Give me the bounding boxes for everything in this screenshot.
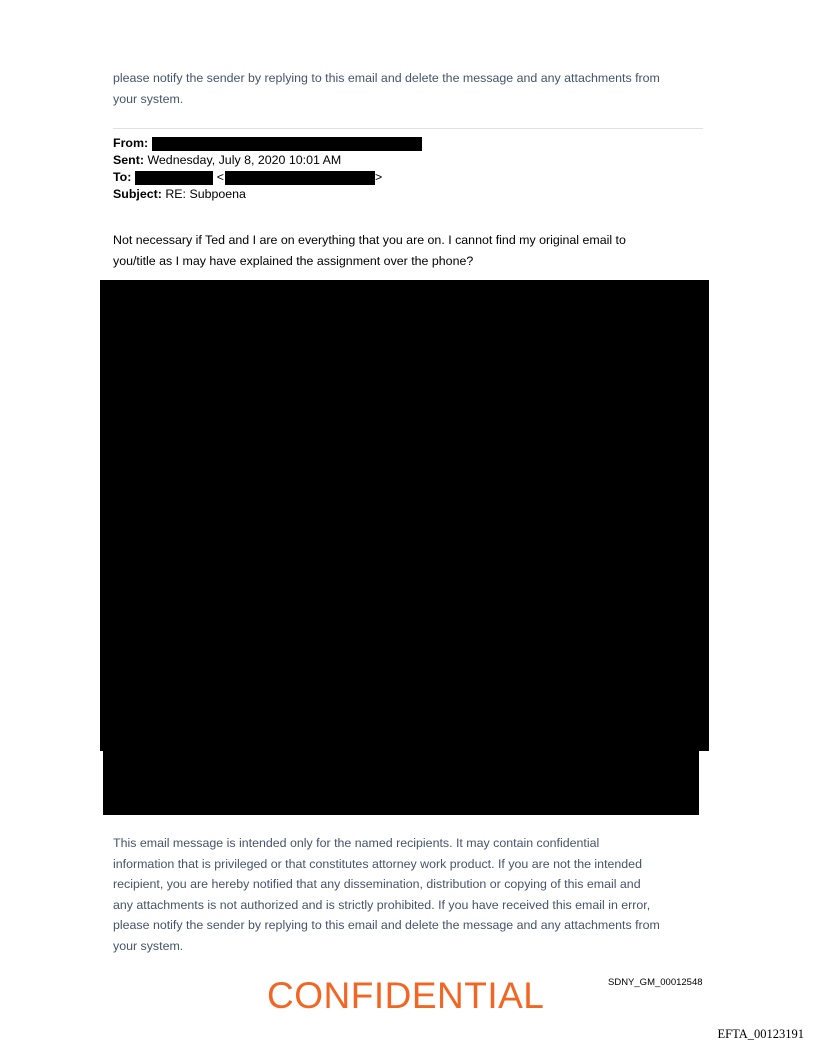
to-label: To: — [113, 170, 132, 184]
message-body — [113, 230, 713, 271]
disclaimer-line: any attachments is not authorized and is strictly prohibited. If you have received this email in error, — [113, 897, 651, 912]
from-label: From: — [113, 136, 149, 150]
email-separator — [113, 128, 703, 129]
disclaimer-line: please notify the sender by replying to this email and delete the message and any attachments from — [113, 918, 660, 932]
message-line: Not necessary if Ted and I are on everything that you are on. I cannot find my original email to — [113, 233, 626, 247]
subject-value: RE: Subpoena — [165, 187, 246, 201]
disclaimer-line: please notify the sender by replying to this email and delete the message and any attachments from — [113, 71, 660, 85]
redaction-block — [103, 748, 699, 815]
to-open-bracket: < — [216, 170, 225, 184]
redaction-block — [100, 280, 709, 751]
disclaimer-top — [113, 68, 708, 109]
bates-number: SDNY_GM_00012548 — [608, 977, 703, 988]
email-header — [113, 135, 713, 203]
sent-label: Sent: — [113, 153, 144, 167]
redaction-box — [152, 137, 422, 151]
subject-label: Subject: — [113, 187, 162, 201]
sent-line — [113, 152, 713, 169]
disclaimer-line: This email message is intended only for the named recipients. It may contain confidential — [113, 836, 600, 850]
sent-value: Wednesday, July 8, 2020 10:01 AM — [147, 153, 342, 167]
subject-line — [113, 186, 713, 203]
disclaimer-line: recipient, you are hereby notified that any dissemination, distribution or copying of this email and — [113, 877, 641, 891]
redaction-box — [135, 171, 213, 185]
disclaimer-line: your system. — [113, 938, 184, 953]
to-close-bracket: > — [375, 170, 383, 184]
redaction-box — [225, 171, 375, 185]
disclaimer-line: your system. — [113, 91, 184, 106]
efta-number: EFTA_00123191 — [717, 1027, 804, 1041]
confidential-stamp: CONFIDENTIAL — [267, 975, 545, 1016]
from-line — [113, 135, 713, 152]
disclaimer-line: information that is privileged or that constitutes attorney work product. If you are not the intended — [113, 856, 642, 871]
disclaimer-bottom — [113, 833, 708, 956]
message-line: you/title as I may have explained the assignment over the phone? — [113, 253, 474, 268]
to-line — [113, 169, 713, 186]
